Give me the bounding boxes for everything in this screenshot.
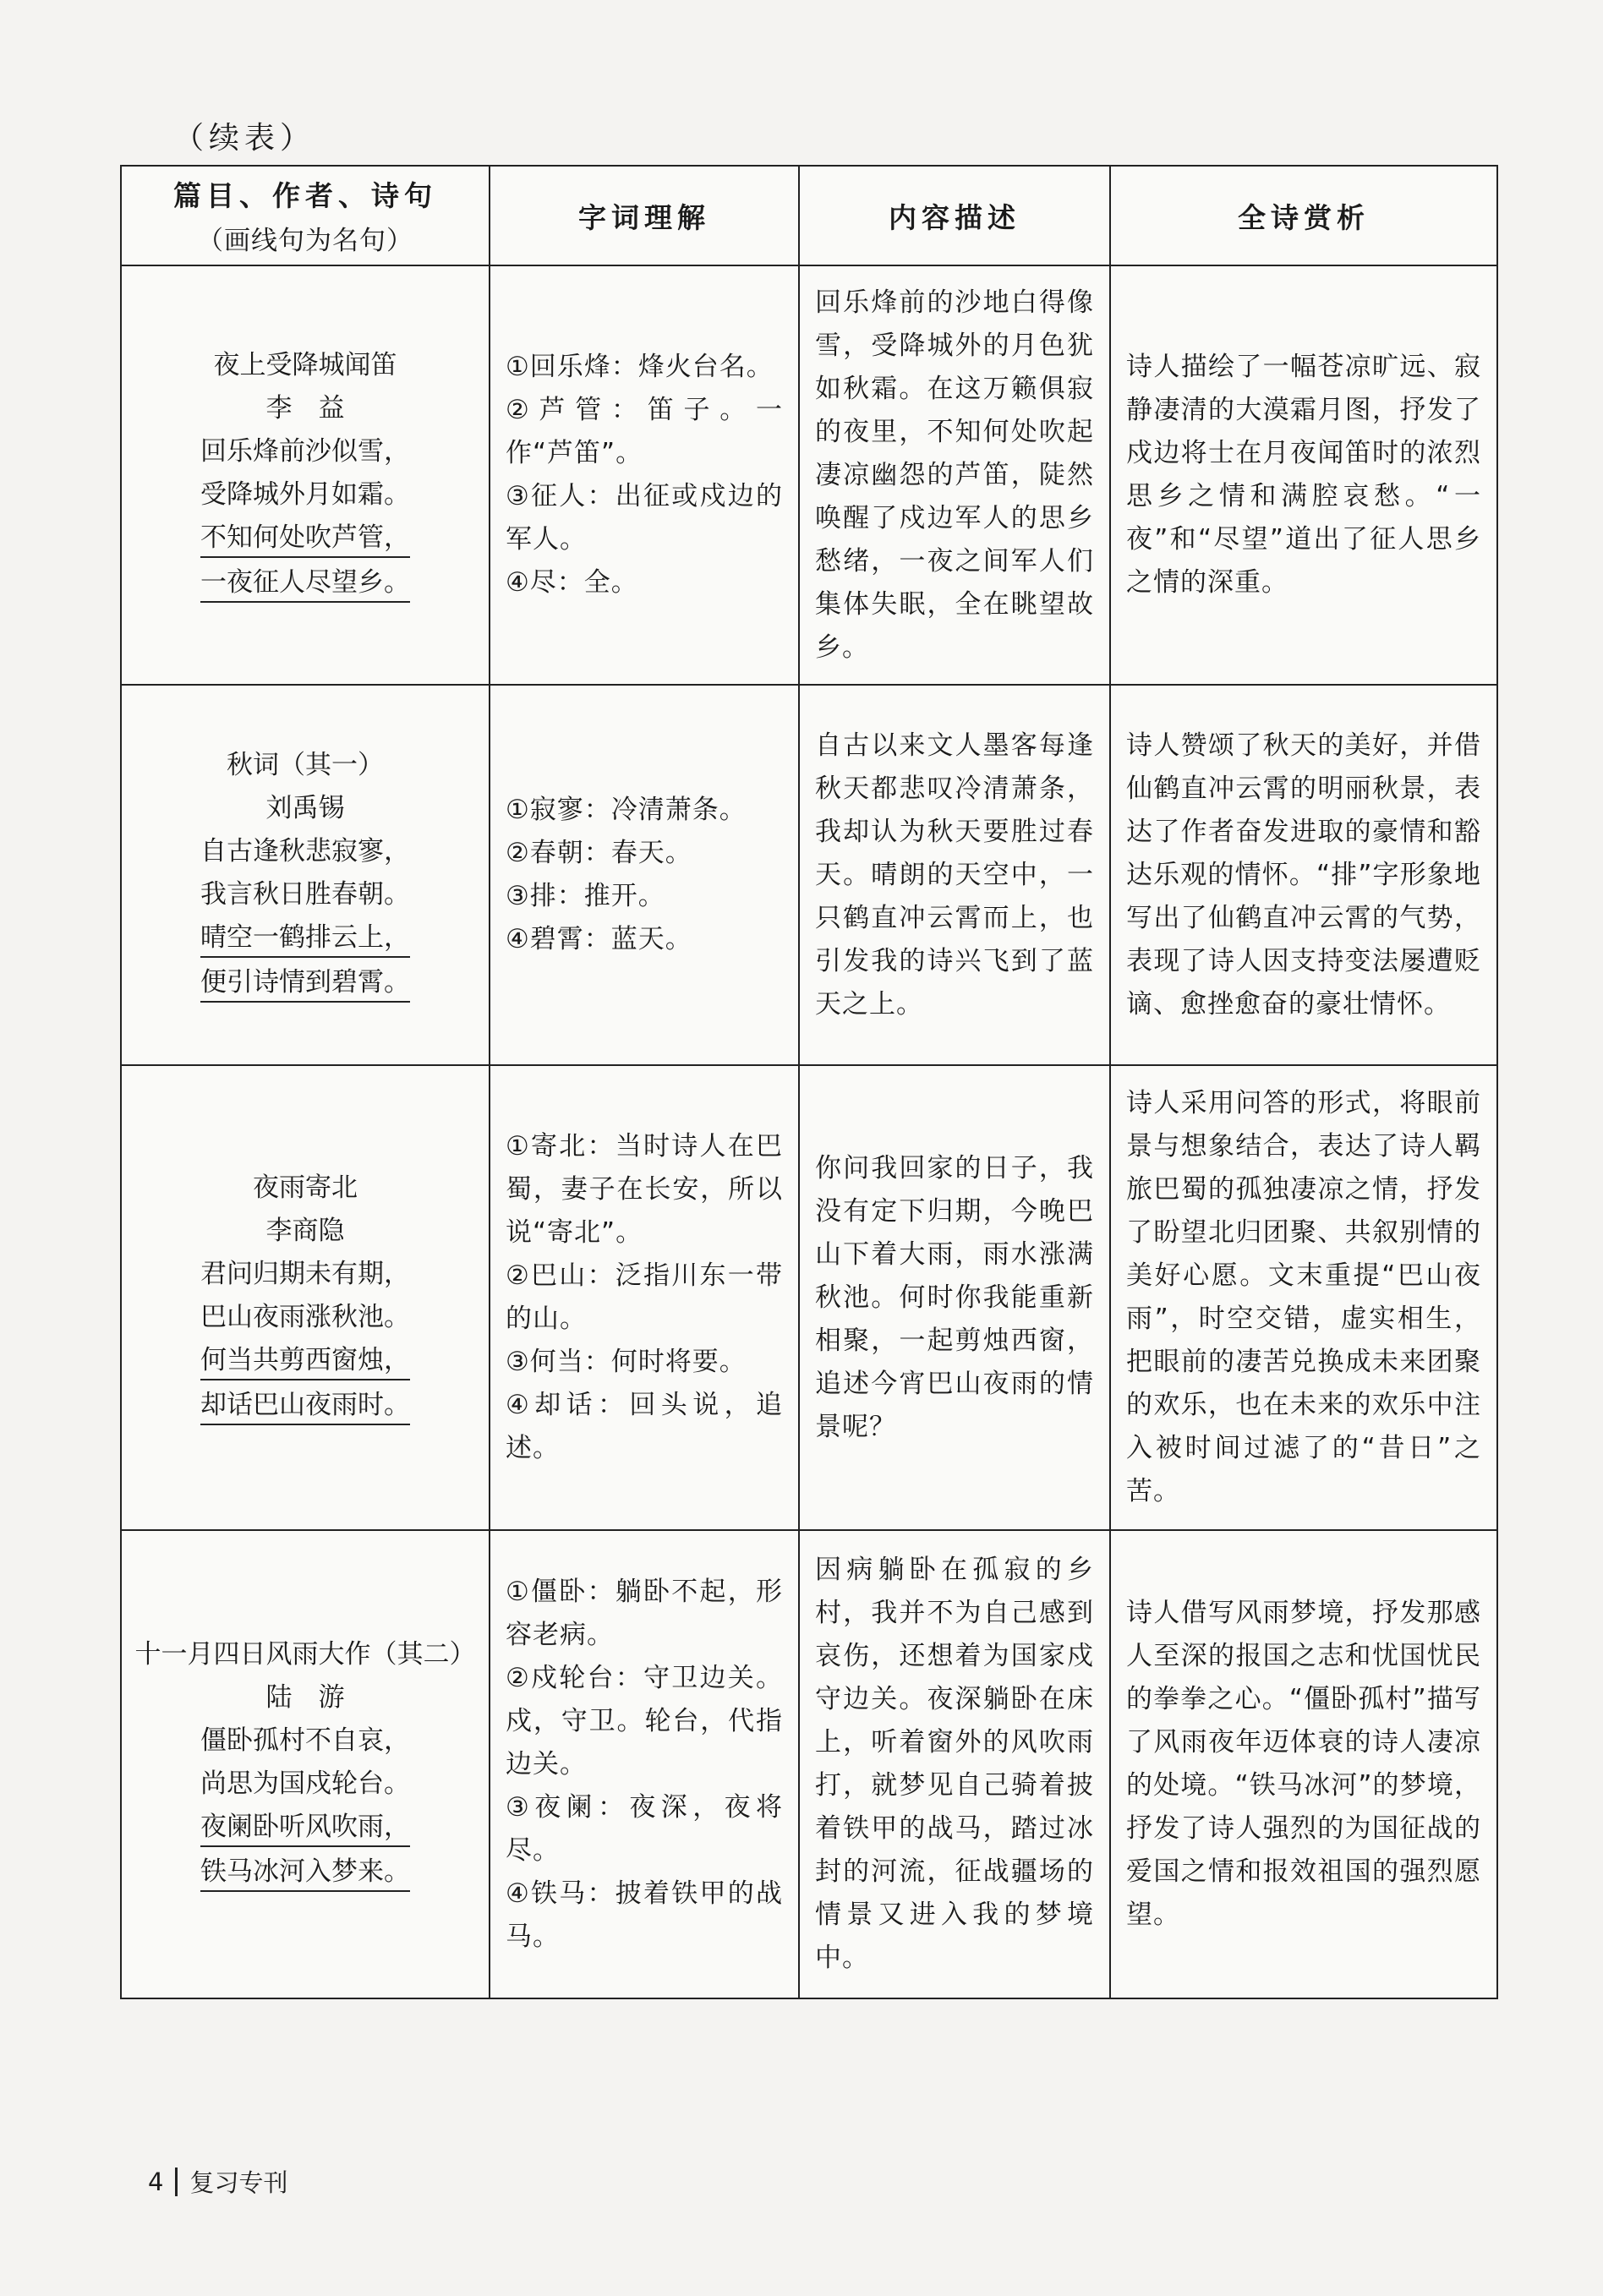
header-poem [121,166,490,265]
gloss-item: ①回乐烽：烽火台名。 [506,352,774,382]
header-glossary: 字词理解 [490,166,799,265]
poem-title: 十一月四日风雨大作（其二） [134,1639,476,1670]
continued-label: （续表） [173,121,316,156]
poem-cell [121,1530,490,1998]
table-row [121,685,1497,1065]
poem-author: 李 益 [265,393,345,424]
poem-table [120,165,1498,1999]
famous-line: 一夜征人尽望乡。 [200,564,410,603]
poem-line: 回乐烽前沙似雪， [200,436,410,467]
description-cell: 你问我回家的日子，我没有定下归期，今晚巴山下着大雨，雨水涨满秋池。何时你我能重新相聚，一起剪烛西窗，追述今宵巴山夜雨的情景呢？ [799,1065,1110,1530]
table-row [121,1530,1497,1998]
poem-title: 夜上受降城闻笛 [213,350,397,380]
gloss-item: ④铁马：披着铁甲的战马。 [506,1878,783,1952]
table-row [121,1065,1497,1530]
poem-line: 巴山夜雨涨秋池。 [200,1302,410,1332]
gloss-item: ③征人：出征或戍边的军人。 [506,481,783,555]
gloss-item: ①僵卧：躺卧不起，形容老病。 [506,1576,783,1650]
gloss-item: ②春朝：春天。 [506,838,692,868]
header-poem-subtitle: （画线句为名句） [197,226,413,256]
table-header-row [121,166,1497,265]
glossary-cell [490,1065,799,1530]
footer-title: 复习专刊 [189,2168,288,2197]
famous-line: 夜阑卧听风吹雨， [200,1808,410,1847]
poem-line: 僵卧孤村不自哀， [200,1725,410,1756]
gloss-item: ④尽：全。 [506,567,638,598]
poem-line: 受降城外月如霜。 [200,479,410,510]
appreciation-cell: 诗人描绘了一幅苍凉旷远、寂静凄清的大漠霜月图，抒发了戍边将士在月夜闻笛时的浓烈思乡之情和满腔哀愁。“一夜”和“尽望”道出了征人思乡之情的深重。 [1110,265,1497,685]
poem-cell [121,1065,490,1530]
gloss-item: ②戍轮台：守卫边关。戍，守卫。轮台，代指边关。 [506,1662,783,1779]
description-cell: 因病躺卧在孤寂的乡村，我并不为自己感到哀伤，还想着为国家戍守边关。夜深躺卧在床上，听着窗外的风吹雨打，就梦见自己骑着披着铁甲的战马，踏过冰封的河流，征战疆场的情景又进入我的梦境中。 [799,1530,1110,1998]
famous-line: 不知何处吹芦管， [200,519,410,558]
poem-title: 秋词（其一） [227,750,384,780]
poem-line: 自古逢秋悲寂寥， [200,836,410,866]
famous-line: 何当共剪西窗烛， [200,1342,410,1380]
famous-line: 便引诗情到碧霄。 [200,964,410,1003]
header-appreciation: 全诗赏析 [1110,166,1497,265]
famous-line: 却话巴山夜雨时。 [200,1386,410,1425]
page-number: 4 [148,2167,164,2196]
poem-cell [121,685,490,1065]
appreciation-cell: 诗人采用问答的形式，将眼前景与想象结合，表达了诗人羁旅巴蜀的孤独凄凉之情，抒发了盼望北归团聚、共叙别情的美好心愿。文末重提“巴山夜雨”，时空交错，虚实相生，把眼前的凄苦兑换成未来团聚的欢乐，也在未来的欢乐中注入被时间过滤了的“昔日”之苦。 [1110,1065,1497,1530]
famous-line: 晴空一鹤排云上， [200,919,410,958]
description-cell: 回乐烽前的沙地白得像雪，受降城外的月色犹如秋霜。在这万籁俱寂的夜里，不知何处吹起凄凉幽怨的芦笛，陡然唤醒了戍边军人的思乡愁绪，一夜之间军人们集体失眠，全在眺望故乡。 [799,265,1110,685]
gloss-item: ③排：推开。 [506,881,665,911]
appreciation-cell: 诗人赞颂了秋天的美好，并借仙鹤直冲云霄的明丽秋景，表达了作者奋发进取的豪情和豁达乐观的情怀。“排”字形象地写出了仙鹤直冲云霄的气势，表现了诗人因支持变法屡遭贬谪、愈挫愈奋的豪壮情怀。 [1110,685,1497,1065]
poem-author: 陆 游 [265,1682,345,1713]
appreciation-cell: 诗人借写风雨梦境，抒发那感人至深的报国之志和忧国忧民的拳拳之心。“僵卧孤村”描写了风雨夜年迈体衰的诗人凄凉的处境。“铁马冰河”的梦境，抒发了诗人强烈的为国征战的爱国之情和报效祖国的强烈愿望。 [1110,1530,1497,1998]
poem-line: 君问归期未有期， [200,1259,410,1289]
poem-author: 李商隐 [265,1216,345,1246]
gloss-item: ④碧霄：蓝天。 [506,924,692,954]
table-row [121,265,1497,685]
footer-divider [175,2168,178,2196]
poem-author: 刘禹锡 [265,793,345,823]
poem-line: 我言秋日胜春朝。 [200,879,410,910]
gloss-item: ③夜阑：夜深，夜将尽。 [506,1791,783,1866]
poem-title: 夜雨寄北 [253,1173,358,1203]
gloss-item: ②巴山：泛指川东一带的山。 [506,1260,783,1334]
gloss-item: ①寂寥：冷清萧条。 [506,795,747,825]
gloss-item: ②芦管：笛子。一作“芦笛”。 [506,395,783,468]
gloss-item: ③何当：何时将要。 [506,1347,747,1377]
gloss-item: ④却话：回头说，追述。 [506,1390,783,1463]
famous-line: 铁马冰河入梦来。 [200,1853,410,1892]
poem-line: 尚思为国戍轮台。 [200,1768,410,1799]
header-description: 内容描述 [799,166,1110,265]
glossary-cell [490,1530,799,1998]
gloss-item: ①寄北：当时诗人在巴蜀，妻子在长安，所以说“寄北”。 [506,1131,783,1248]
page-footer [148,2164,287,2199]
description-cell: 自古以来文人墨客每逢秋天都悲叹冷清萧条，我却认为秋天要胜过春天。晴朗的天空中，一只鹤直冲云霄而上，也引发我的诗兴飞到了蓝天之上。 [799,685,1110,1065]
glossary-cell [490,265,799,685]
poem-cell [121,265,490,685]
glossary-cell [490,685,799,1065]
header-poem-title: 篇目、作者、诗句 [173,179,437,212]
